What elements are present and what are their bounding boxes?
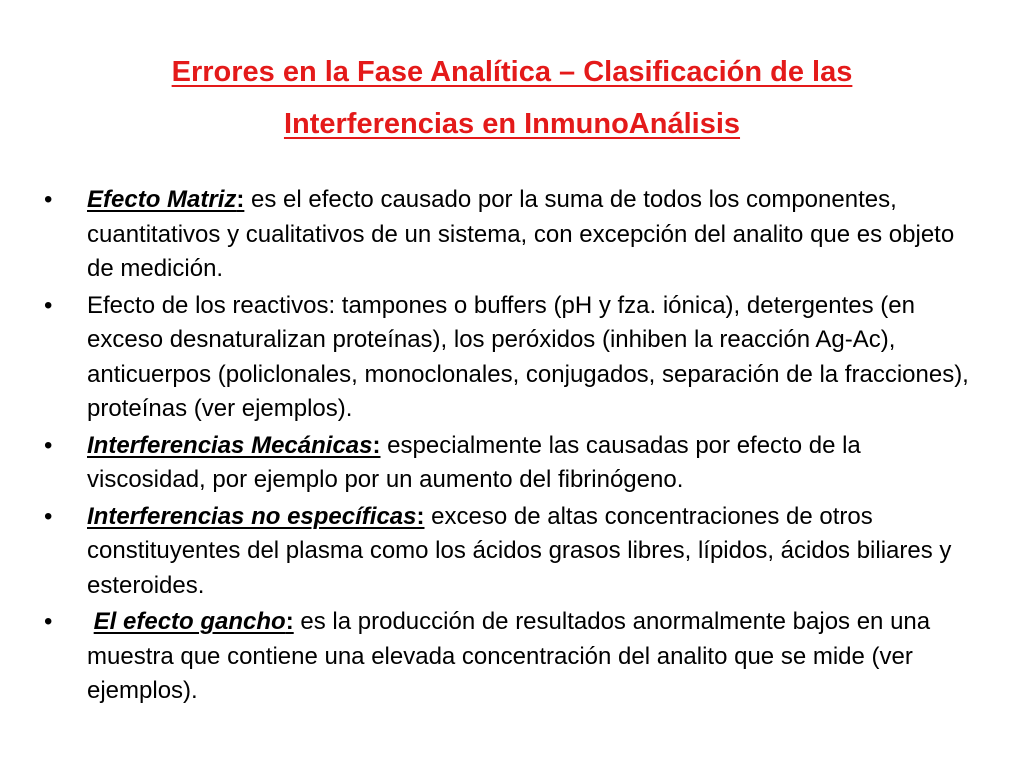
bullet-text: exceso de altas concentraciones de otros constituyentes del plasma como los ácidos grasos libres, lípidos, ácidos biliares y esteroides. xyxy=(87,502,952,599)
slide-title-line-1: Errores en la Fase Analítica – Clasificación de las xyxy=(171,56,853,88)
bullet-term: El efecto gancho xyxy=(93,608,286,635)
bullet-item-interferencias-mecanicas xyxy=(44,429,984,498)
bullet-marker: • xyxy=(44,291,53,319)
bullet-item-efecto-gancho xyxy=(44,605,984,709)
bullet-item-efecto-matriz xyxy=(44,183,984,287)
bullet-term-colon: : xyxy=(416,502,425,530)
slide-title-line-2: Interferencias en InmunoAnálisis xyxy=(283,108,741,140)
bullet-marker: • xyxy=(44,431,53,459)
bullet-term: Interferencias Mecánicas xyxy=(87,431,373,459)
bullet-lead-space xyxy=(87,608,94,635)
bullet-list xyxy=(44,183,984,711)
bullet-text: especialmente las causadas por efecto de la viscosidad, por ejemplo por un aumento del fibrinógeno. xyxy=(87,431,861,493)
bullet-term-colon: : xyxy=(236,186,245,213)
bullet-term-colon: : xyxy=(372,431,381,459)
bullet-item-efecto-reactivos xyxy=(44,289,984,427)
bullet-text: Efecto de los reactivos: tampones o buffers (pH y fza. iónica), detergentes (en exceso desnaturalizan proteínas), los peróxidos (inhiben la reacción Ag-Ac), anticuerpos (policlonales, monoclonales, conjugados, separación de la fracciones), proteínas (ver ejemplos). xyxy=(87,291,969,422)
bullet-text: es la producción de resultados anormalmente bajos en una muestra que contiene una elevada concentración del analito que se mide (ver ejemplos). xyxy=(87,608,931,704)
bullet-marker: • xyxy=(44,186,53,213)
slide-title xyxy=(40,46,984,150)
bullet-text: es el efecto causado por la suma de todos los componentes, cuantitativos y cualitativos de un sistema, con excepción del analito que es objeto de medición. xyxy=(87,186,955,282)
bullet-term: Efecto Matriz xyxy=(87,186,237,213)
bullet-marker: • xyxy=(44,608,53,635)
bullet-item-interferencias-no-especificas xyxy=(44,500,984,604)
bullet-term-colon: : xyxy=(285,608,294,635)
bullet-marker: • xyxy=(44,502,53,530)
bullet-term: Interferencias no específicas xyxy=(87,502,417,530)
